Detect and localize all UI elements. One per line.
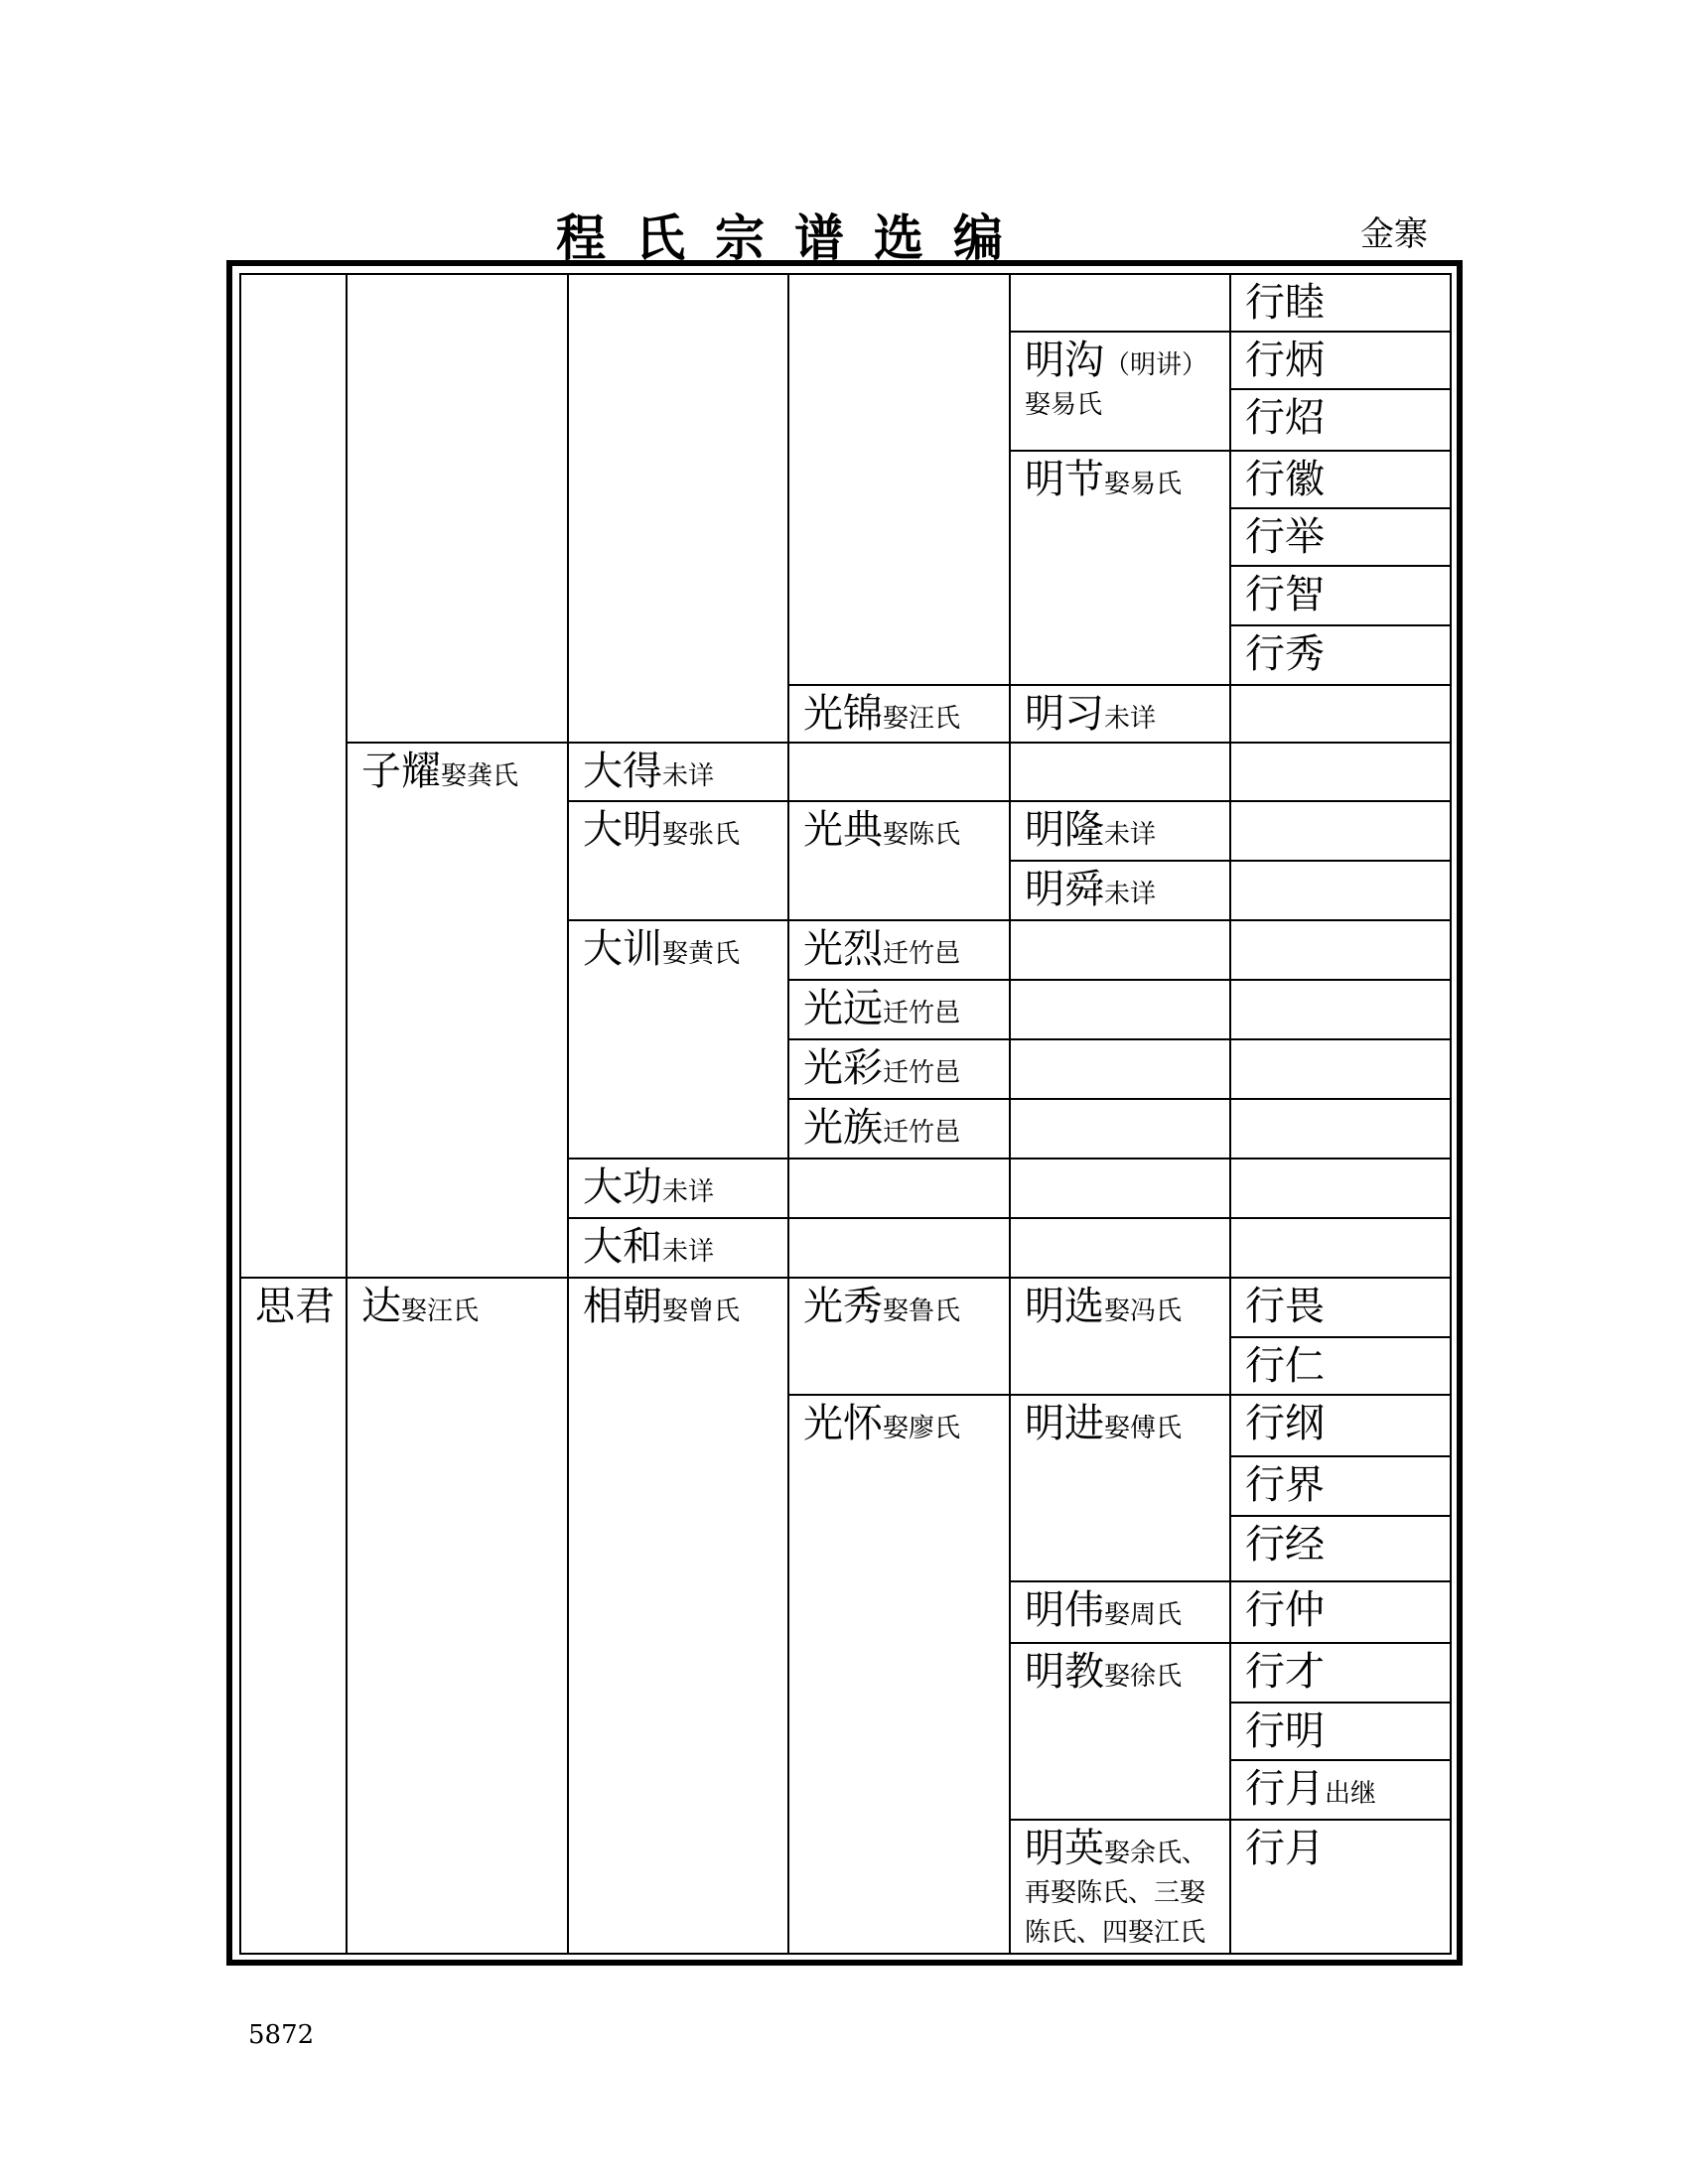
marriage-note: 娶易氏 bbox=[1025, 390, 1103, 420]
gen4-cell bbox=[788, 980, 1010, 1039]
person-name: 大训 bbox=[583, 926, 662, 972]
gen2-cell bbox=[347, 1278, 568, 1954]
person-name: 光典 bbox=[803, 807, 883, 853]
gen6-cell bbox=[1230, 1703, 1451, 1760]
gen6-cell bbox=[1230, 566, 1451, 625]
marriage-note: 娶汪氏 bbox=[883, 704, 961, 734]
person-name: 大和 bbox=[583, 1224, 662, 1270]
gen5-cell-empty bbox=[1010, 920, 1230, 980]
person-name: 明舜 bbox=[1025, 867, 1104, 912]
marriage-note: 娶周氏 bbox=[1104, 1600, 1183, 1630]
person-name: 行仲 bbox=[1245, 1587, 1325, 1633]
status-note: 未详 bbox=[662, 1177, 715, 1207]
status-note: 未详 bbox=[1104, 820, 1157, 850]
person-name: 光锦 bbox=[803, 691, 883, 737]
person-name: 行畏 bbox=[1245, 1284, 1325, 1329]
person-name: 行炤 bbox=[1245, 395, 1325, 441]
gen6-cell bbox=[1230, 1278, 1451, 1337]
gen6-cell bbox=[1230, 1820, 1451, 1954]
person-name: 明隆 bbox=[1025, 807, 1104, 853]
gen5-cell bbox=[1010, 861, 1230, 920]
person-name: 达 bbox=[361, 1284, 401, 1329]
gen3-cell bbox=[568, 1159, 788, 1218]
status-note: 未详 bbox=[662, 1237, 715, 1267]
person-name: 明进 bbox=[1025, 1401, 1104, 1446]
gen6-cell bbox=[1230, 1456, 1451, 1516]
marriage-note: 娶曾氏 bbox=[662, 1297, 741, 1326]
gen5-cell-empty bbox=[1010, 1218, 1230, 1278]
person-name: 子耀 bbox=[361, 749, 441, 794]
marriage-note: 娶余氏、再娶陈氏、三娶陈氏、四娶江氏 bbox=[1025, 1839, 1208, 1948]
person-name: 思君 bbox=[255, 1284, 335, 1329]
marriage-note: 娶傅氏 bbox=[1104, 1414, 1183, 1443]
gen6-cell bbox=[1230, 508, 1451, 566]
migration-note: 迁竹邑 bbox=[883, 939, 961, 969]
person-name: 光秀 bbox=[803, 1284, 883, 1329]
gen5-cell-empty bbox=[1010, 1099, 1230, 1159]
gen6-cell-empty bbox=[1230, 685, 1451, 743]
gen3-cell bbox=[568, 1218, 788, 1278]
person-name: 行月 bbox=[1245, 1826, 1325, 1871]
gen6-cell-empty bbox=[1230, 861, 1451, 920]
gen5-cell bbox=[1010, 1643, 1230, 1820]
gen1-cell-empty bbox=[240, 274, 347, 1278]
person-name: 行纲 bbox=[1245, 1401, 1325, 1446]
gen5-cell bbox=[1010, 332, 1230, 451]
migration-note: 迁竹邑 bbox=[883, 1118, 961, 1148]
page-title: 程氏宗谱选编 bbox=[556, 208, 1033, 267]
page-number: 5872 bbox=[248, 2020, 315, 2050]
person-name: 大明 bbox=[583, 807, 662, 853]
status-note: 未详 bbox=[1104, 704, 1157, 734]
person-name: 行智 bbox=[1245, 572, 1325, 617]
person-name: 行月 bbox=[1245, 1766, 1325, 1812]
gen4-cell bbox=[788, 1099, 1010, 1159]
gen6-cell bbox=[1230, 274, 1451, 332]
gen4-cell bbox=[788, 1395, 1010, 1954]
gen4-cell bbox=[788, 1039, 1010, 1099]
gen6-cell bbox=[1230, 625, 1451, 685]
person-name: 明沟 bbox=[1025, 338, 1104, 383]
genealogy-table bbox=[239, 273, 1452, 1955]
person-name: 行经 bbox=[1245, 1522, 1325, 1568]
alias-note: （明讲） bbox=[1104, 350, 1208, 380]
gen1-cell bbox=[240, 1278, 347, 1954]
gen4-cell bbox=[788, 801, 1010, 920]
person-name: 行徽 bbox=[1245, 457, 1325, 502]
migration-note: 迁竹邑 bbox=[883, 999, 961, 1028]
marriage-note: 娶张氏 bbox=[662, 820, 741, 850]
gen6-cell-empty bbox=[1230, 801, 1451, 861]
gen6-cell-empty bbox=[1230, 920, 1451, 980]
gen6-cell bbox=[1230, 1337, 1451, 1395]
person-name: 行举 bbox=[1245, 514, 1325, 560]
person-name: 光远 bbox=[803, 986, 883, 1031]
marriage-note: 娶徐氏 bbox=[1104, 1662, 1183, 1692]
person-name: 行仁 bbox=[1245, 1343, 1325, 1389]
gen6-cell-empty bbox=[1230, 1218, 1451, 1278]
marriage-note: 娶龚氏 bbox=[441, 761, 519, 791]
gen6-cell bbox=[1230, 1395, 1451, 1456]
gen6-cell bbox=[1230, 1643, 1451, 1703]
gen5-cell-empty bbox=[1010, 980, 1230, 1039]
gen4-cell bbox=[788, 685, 1010, 743]
person-name: 明习 bbox=[1025, 691, 1104, 737]
gen5-cell bbox=[1010, 685, 1230, 743]
person-name: 行界 bbox=[1245, 1462, 1325, 1508]
gen4-cell bbox=[788, 1278, 1010, 1395]
gen4-cell-empty bbox=[788, 1159, 1010, 1218]
gen5-cell-empty bbox=[1010, 743, 1230, 801]
gen5-cell-empty bbox=[1010, 1159, 1230, 1218]
gen6-cell-empty bbox=[1230, 1039, 1451, 1099]
gen6-cell bbox=[1230, 389, 1451, 451]
gen3-cell-empty bbox=[568, 274, 788, 743]
person-name: 明教 bbox=[1025, 1649, 1104, 1695]
gen6-cell-empty bbox=[1230, 1099, 1451, 1159]
person-name: 光彩 bbox=[803, 1045, 883, 1091]
gen5-cell bbox=[1010, 1278, 1230, 1395]
gen5-cell bbox=[1010, 451, 1230, 685]
marriage-note: 娶鲁氏 bbox=[883, 1297, 961, 1326]
gen5-cell bbox=[1010, 801, 1230, 861]
region-label: 金寨 bbox=[1360, 214, 1428, 254]
gen5-cell-empty bbox=[1010, 1039, 1230, 1099]
gen6-cell bbox=[1230, 1516, 1451, 1581]
gen4-cell-empty bbox=[788, 1218, 1010, 1278]
gen3-cell bbox=[568, 743, 788, 801]
gen4-cell-empty bbox=[788, 274, 1010, 685]
person-name: 大得 bbox=[583, 749, 662, 794]
person-name: 明选 bbox=[1025, 1284, 1104, 1329]
gen6-cell-empty bbox=[1230, 1159, 1451, 1218]
marriage-note: 娶黄氏 bbox=[662, 939, 741, 969]
person-name: 光族 bbox=[803, 1105, 883, 1151]
person-name: 明节 bbox=[1025, 457, 1104, 502]
person-name: 光怀 bbox=[803, 1401, 883, 1446]
gen5-cell bbox=[1010, 1581, 1230, 1643]
gen6-cell bbox=[1230, 1581, 1451, 1643]
person-name: 行明 bbox=[1245, 1708, 1325, 1754]
person-name: 明英 bbox=[1025, 1826, 1104, 1871]
status-note: 未详 bbox=[662, 761, 715, 791]
gen3-cell bbox=[568, 801, 788, 920]
gen4-cell-empty bbox=[788, 743, 1010, 801]
person-name: 行才 bbox=[1245, 1649, 1325, 1695]
gen6-cell-empty bbox=[1230, 743, 1451, 801]
marriage-note: 娶汪氏 bbox=[401, 1297, 480, 1326]
adoption-note: 出继 bbox=[1325, 1779, 1377, 1809]
gen6-cell bbox=[1230, 332, 1451, 389]
marriage-note: 娶易氏 bbox=[1104, 470, 1183, 499]
person-name: 相朝 bbox=[583, 1284, 662, 1329]
gen2-cell bbox=[347, 743, 568, 1278]
gen3-cell bbox=[568, 1278, 788, 1954]
marriage-note: 娶廖氏 bbox=[883, 1414, 961, 1443]
gen6-cell-empty bbox=[1230, 980, 1451, 1039]
migration-note: 迁竹邑 bbox=[883, 1058, 961, 1088]
gen4-cell bbox=[788, 920, 1010, 980]
person-name: 光烈 bbox=[803, 926, 883, 972]
gen2-cell-empty bbox=[347, 274, 568, 743]
gen6-cell bbox=[1230, 1760, 1451, 1820]
person-name: 行秀 bbox=[1245, 631, 1325, 677]
status-note: 未详 bbox=[1104, 880, 1157, 909]
gen5-cell-empty bbox=[1010, 274, 1230, 332]
person-name: 明伟 bbox=[1025, 1587, 1104, 1633]
marriage-note: 娶冯氏 bbox=[1104, 1297, 1183, 1326]
person-name: 行炳 bbox=[1245, 338, 1325, 383]
gen6-cell bbox=[1230, 451, 1451, 508]
gen5-cell bbox=[1010, 1820, 1230, 1954]
gen5-cell bbox=[1010, 1395, 1230, 1581]
person-name: 大功 bbox=[583, 1164, 662, 1210]
gen3-cell bbox=[568, 920, 788, 1159]
person-name: 行睦 bbox=[1245, 280, 1325, 326]
marriage-note: 娶陈氏 bbox=[883, 820, 961, 850]
